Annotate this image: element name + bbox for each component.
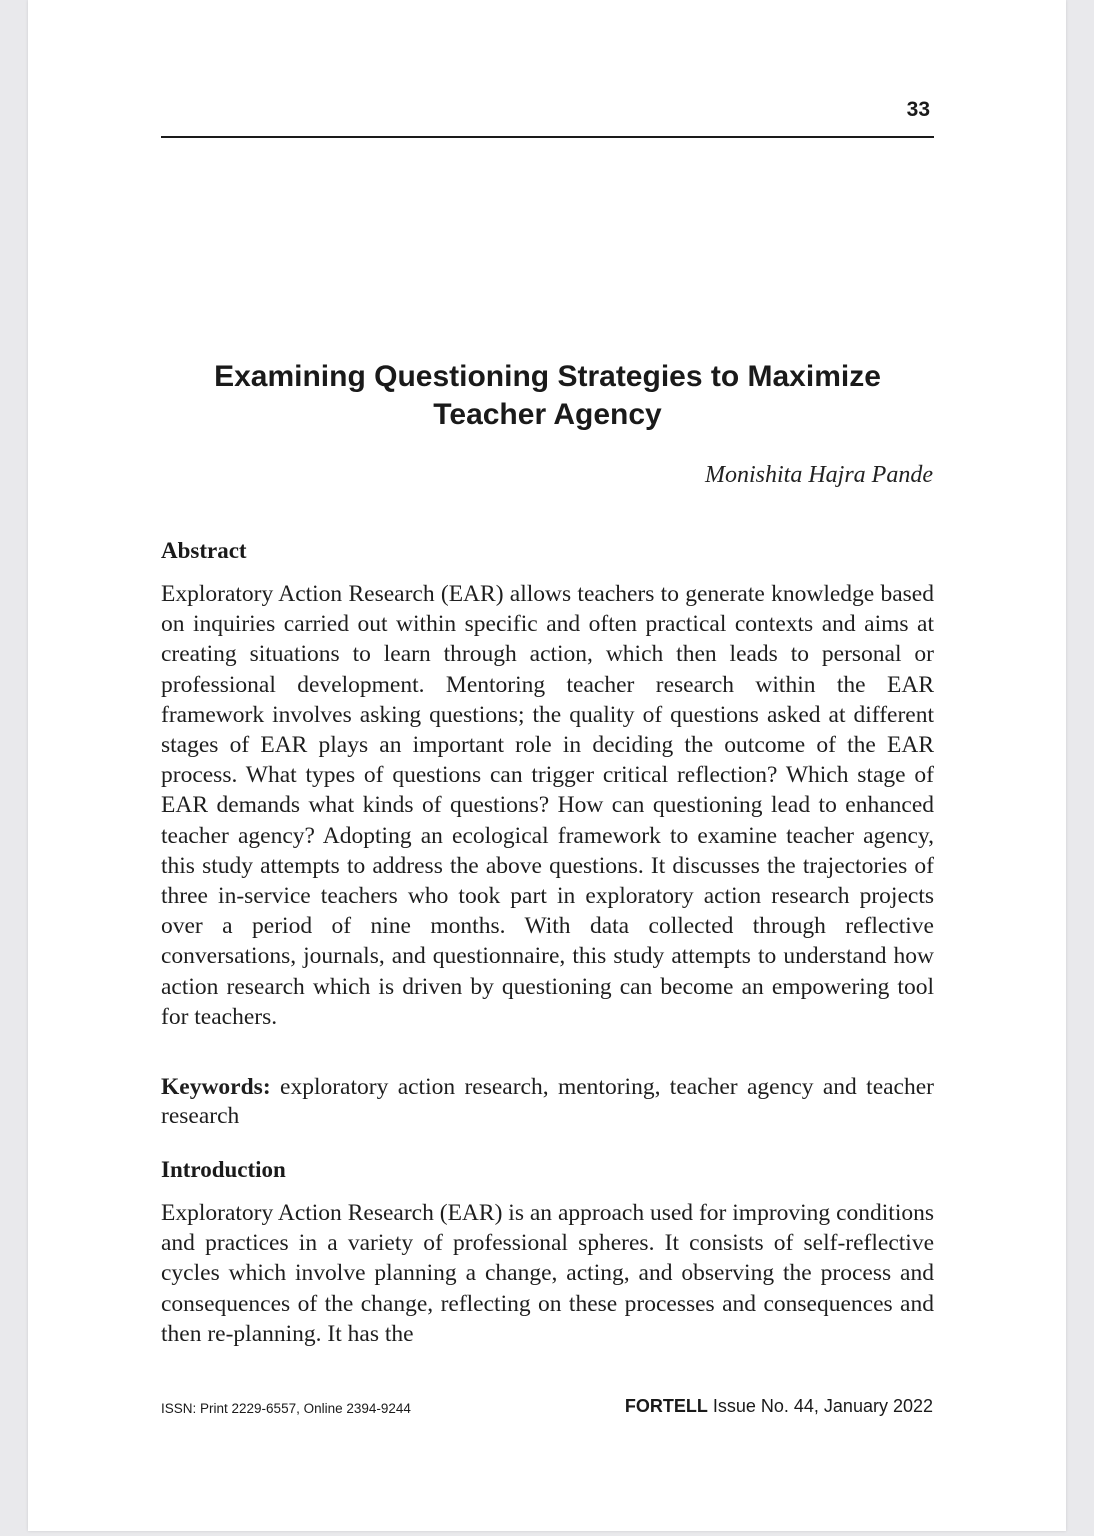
abstract-heading: Abstract xyxy=(161,538,247,563)
article-title: Examining Questioning Strategies to Maximize Teacher Agency xyxy=(214,360,881,431)
document-page xyxy=(28,0,1066,1531)
keywords-label: Keywords: xyxy=(161,1074,271,1100)
header-rule xyxy=(161,136,934,138)
keywords-text: exploratory action research, mentoring, teacher agency and teacher research xyxy=(161,1074,934,1129)
footer-journal-info xyxy=(625,1396,933,1417)
footer-issn: ISSN: Print 2229-6557, Online 2394-9244 xyxy=(161,1401,411,1416)
abstract-text: Exploratory Action Research (EAR) allows teachers to generate knowledge based on inquiries carried out within specific and often practical contexts and aims at creating situations to learn through action, which then leads to personal or professional development. Mentoring teacher research within the EAR framework involves asking questions; the quality of questions asked at different stages of EAR plays an important role in deciding the outcome of the EAR process. What types of questions can trigger critical reflection? Which stage of EAR demands what kinds of questions? How can questioning lead to enhanced teacher agency? Adopting an ecological framework to examine teacher agency, this study attempts to address the above questions. It discusses the trajectories of three in-service teachers who took part in exploratory action research projects over a period of nine months. With data collected through reflective conversations, journals, and questionnaire, this study attempts to understand how action research which is driven by questioning can become an empowering tool for teachers. xyxy=(161,581,934,1030)
keywords-paragraph xyxy=(161,1073,934,1131)
page-number: 33 xyxy=(906,98,930,121)
footer-journal-name: FORTELL xyxy=(624,1396,708,1416)
introduction-text: Exploratory Action Research (EAR) is an approach used for improving conditions and practices in a variety of professional spheres. It consists of self-reflective cycles which involve planning a change, acting, and observing the process and consequences of the change, reflecting on these processes and consequences and then re-planning. It has the xyxy=(161,1200,934,1347)
introduction-heading: Introduction xyxy=(161,1157,286,1182)
article-author: Monishita Hajra Pande xyxy=(705,462,933,488)
footer-issue: Issue No. 44, January 2022 xyxy=(712,1396,933,1416)
